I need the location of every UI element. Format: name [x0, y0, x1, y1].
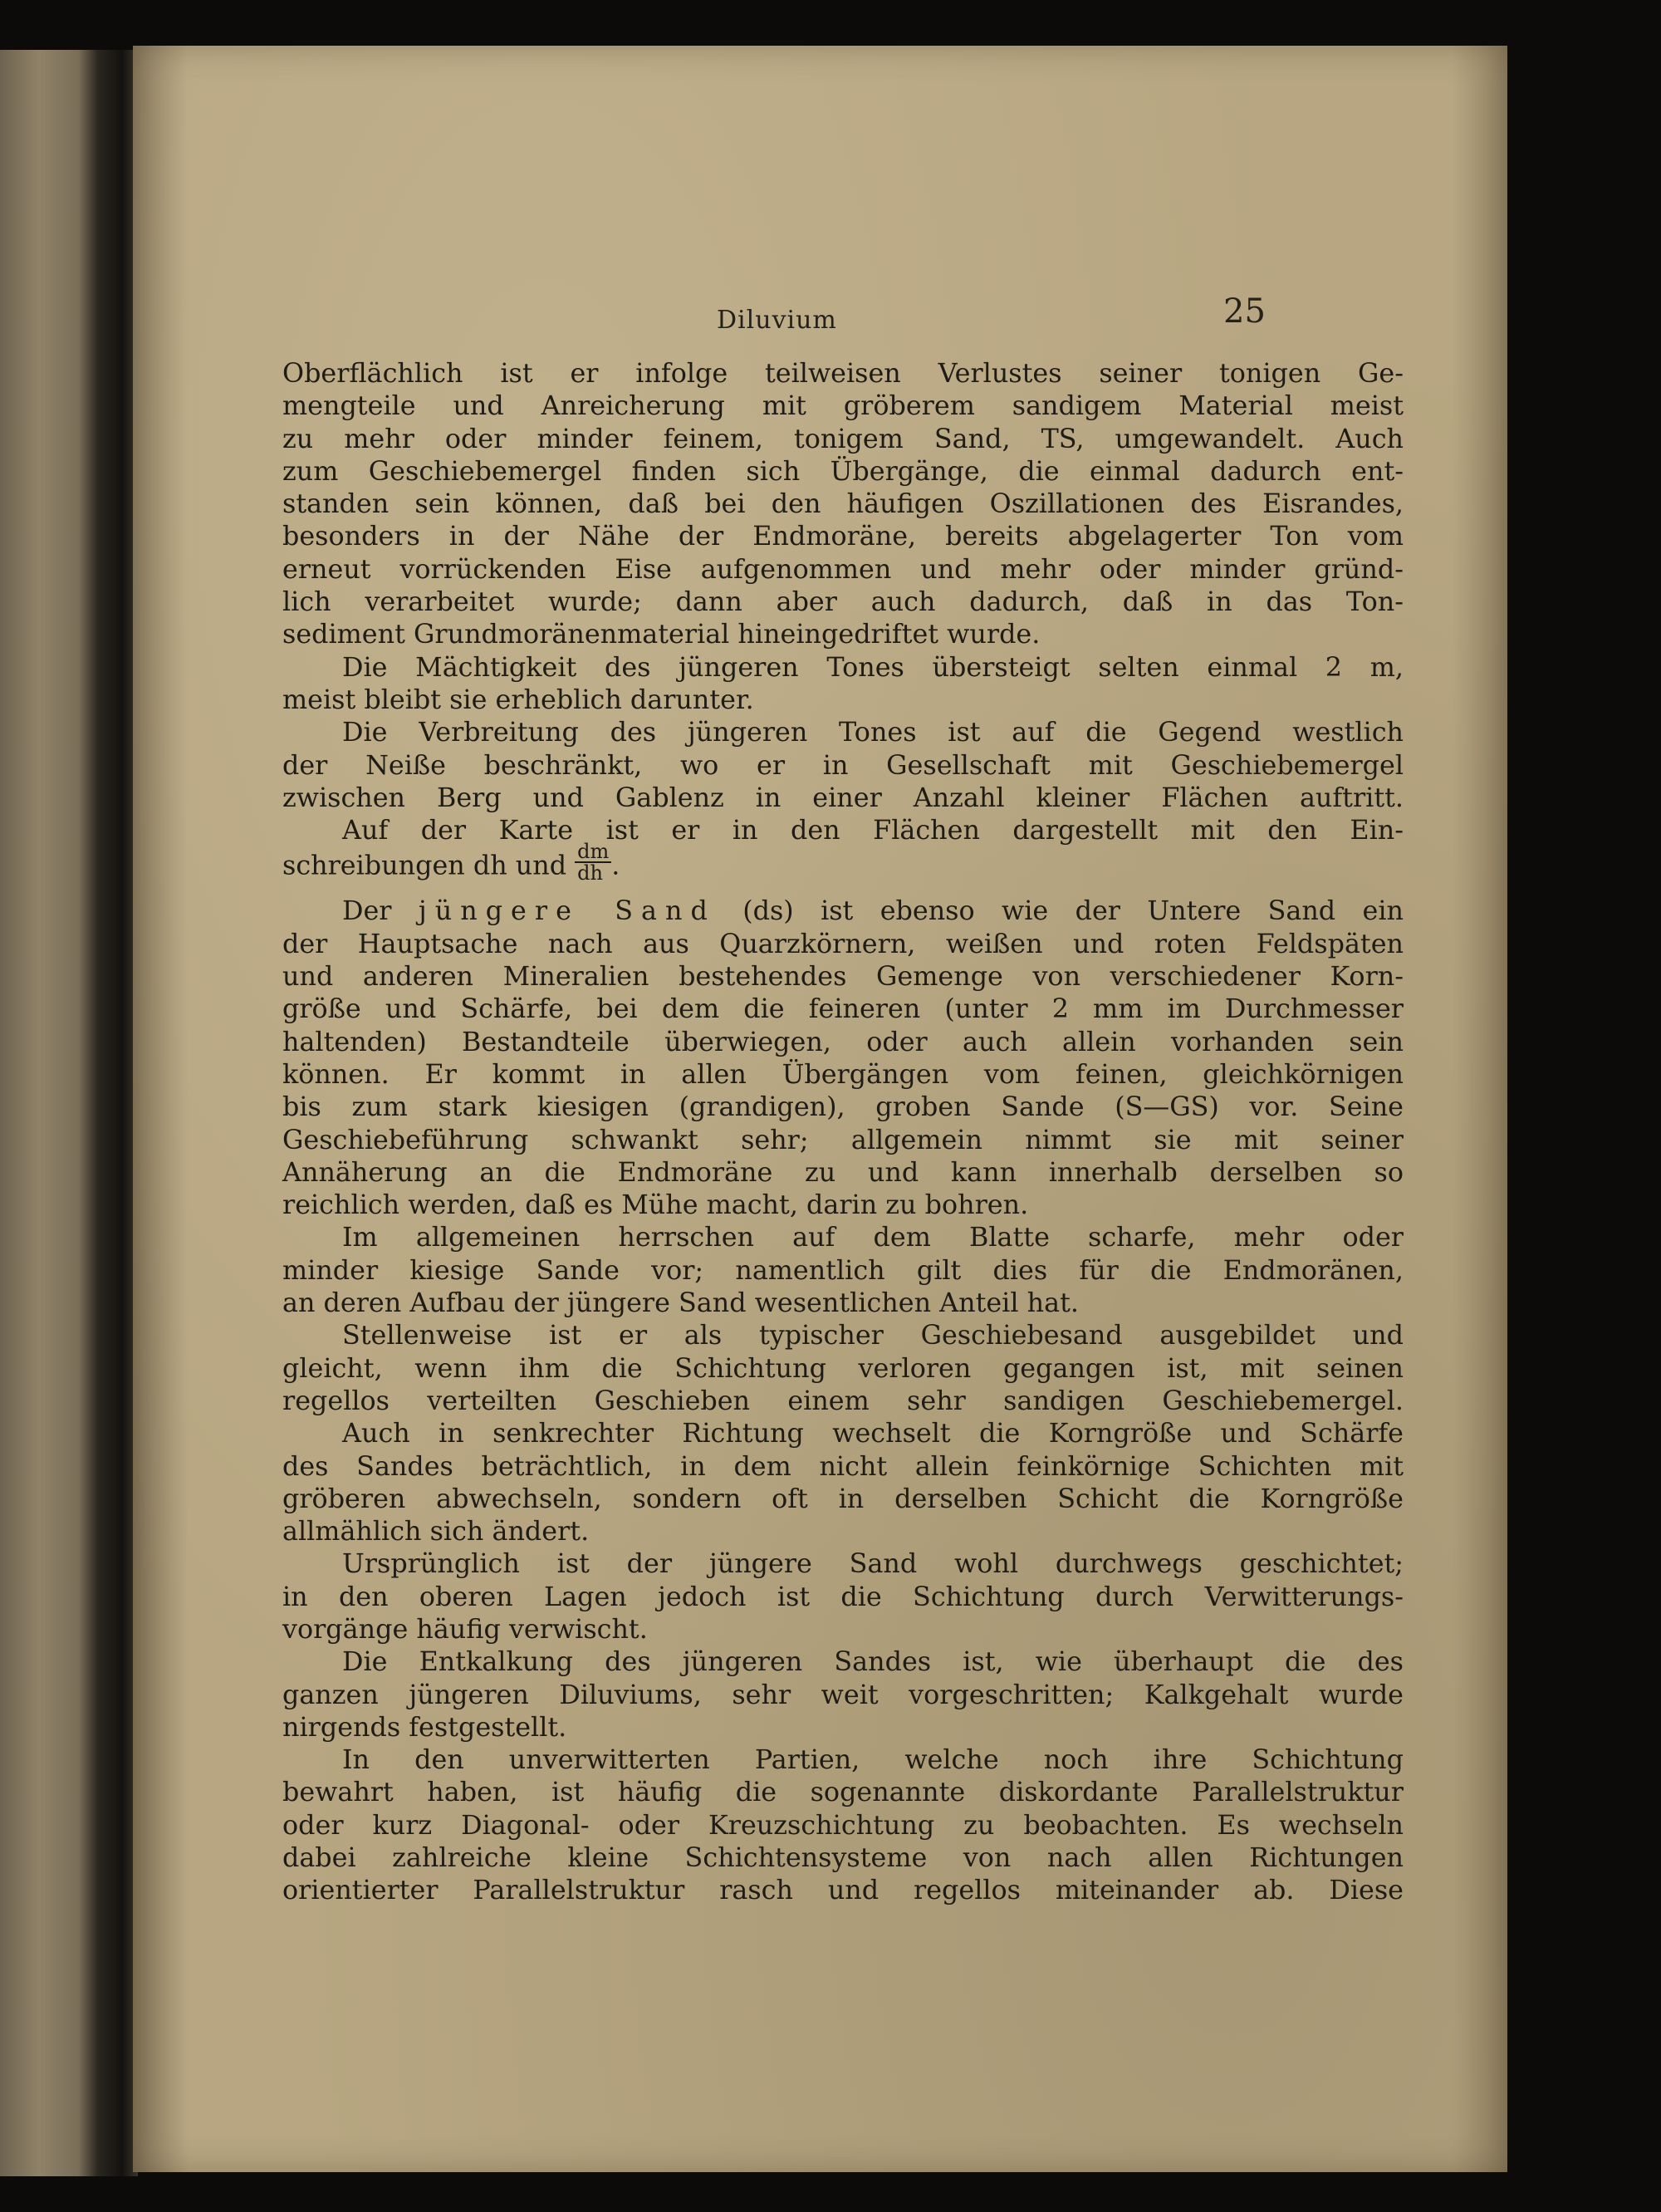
book-page	[133, 46, 1507, 2172]
text-line: Die Verbreitung des jüngeren Tones ist auf die Gegend westlich	[342, 717, 1404, 748]
text-line: der Hauptsache nach aus Quarzkörnern, weißen und roten Feldspäten	[282, 928, 1404, 959]
text-line: vorgänge häufig verwischt.	[282, 1613, 648, 1645]
text-line: Die Entkalkung des jüngeren Sandes ist, wie überhaupt die des	[342, 1646, 1404, 1678]
text-line: zu mehr oder minder feinem, tonigem Sand, TS, umgewandelt. Auch	[282, 423, 1404, 454]
text-line: allmählich sich ändert.	[282, 1516, 590, 1547]
text-line: standen sein können, daß bei den häufigen Oszillationen des Eisrandes,	[282, 488, 1404, 520]
text-line: sediment Grundmoränenmaterial hineingedriftet wurde.	[282, 619, 1041, 650]
text-line: der Neiße beschränkt, wo er in Gesellschaft mit Geschiebemergel	[282, 749, 1404, 781]
text-line: schreibungen dh und	[282, 850, 567, 881]
text-line: in den oberen Lagen jedoch ist die Schichtung durch Verwitterungs-	[282, 1581, 1404, 1612]
text-line: des Sandes beträchtlich, in dem nicht allein feinkörnige Schichten mit	[282, 1450, 1404, 1482]
text-line: zwischen Berg und Gablenz in einer Anzahl kleiner Flächen auftritt.	[282, 782, 1404, 813]
fraction-numerator: dm	[575, 841, 611, 863]
text-line: nirgends festgestellt.	[282, 1711, 567, 1743]
text-line: oder kurz Diagonal- oder Kreuzschichtung zu beobachten. Es wechseln	[282, 1809, 1404, 1841]
text-line: minder kiesige Sande vor; namentlich gilt dies für die Endmoränen,	[282, 1254, 1404, 1286]
text-line: an deren Aufbau der jüngere Sand wesentlichen Anteil hat.	[282, 1287, 1079, 1319]
fraction	[575, 841, 611, 883]
body-text	[282, 357, 1404, 1907]
text-line: Geschiebeführung schwankt sehr; allgemein nimmt sie mit seiner	[282, 1124, 1404, 1155]
text-line: haltenden) Bestandteile überwiegen, oder auch allein vorhanden sein	[282, 1026, 1404, 1057]
text-line: mengteile und Anreicherung mit gröberem sandigem Material meist	[282, 390, 1404, 422]
spaced-term: jüngere Sand	[418, 895, 716, 927]
text-line: ganzen jüngeren Diluviums, sehr weit vorgeschritten; Kalkgehalt wurde	[282, 1679, 1404, 1710]
facing-page-edge	[0, 50, 98, 2176]
page-number: 25	[1223, 292, 1266, 331]
text-line	[282, 895, 1404, 927]
fraction-denominator: dh	[577, 861, 603, 885]
text-line: orientierter Parallelstruktur rasch und regellos miteinander ab. Diese	[282, 1875, 1404, 1906]
text-line: zum Geschiebemergel finden sich Übergänge, die einmal dadurch ent-	[282, 455, 1404, 487]
text-line: und anderen Mineralien bestehendes Gemenge von verschiedener Korn-	[282, 961, 1404, 993]
text-line: Die Mächtigkeit des jüngeren Tones übersteigt selten einmal 2 m,	[342, 651, 1404, 683]
text-line: Auf der Karte ist er in den Flächen dargestellt mit den Ein-	[342, 815, 1404, 846]
text-line: In den unverwitterten Partien, welche noch ihre Schichtung	[342, 1744, 1404, 1776]
text-line: Ursprünglich ist der jüngere Sand wohl durchwegs geschichtet;	[342, 1548, 1404, 1580]
text-line: gröberen abwechseln, sondern oft in derselben Schicht die Korngröße	[282, 1483, 1404, 1514]
text-line: bewahrt haben, ist häufig die sogenannte diskordante Parallelstruktur	[282, 1777, 1404, 1808]
text-line: lich verarbeitet wurde; dann aber auch dadurch, daß in das Ton-	[282, 586, 1404, 618]
formula-line	[282, 840, 1404, 895]
text-line: Oberflächlich ist er infolge teilweisen Verlustes seiner tonigen Ge-	[282, 358, 1404, 389]
text-line: erneut vorrückenden Eise aufgenommen und mehr oder minder gründ-	[282, 553, 1404, 585]
text-fragment: Der	[342, 895, 392, 927]
text-line: Stellenweise ist er als typischer Geschiebesand ausgebildet und	[342, 1320, 1404, 1351]
running-head-title: Diluvium	[717, 306, 837, 335]
text-line: bis zum stark kiesigen (grandigen), groben Sande (S—GS) vor. Seine	[282, 1091, 1404, 1123]
text-line: reichlich werden, daß es Mühe macht, darin zu bohren.	[282, 1189, 1029, 1221]
text-line: Auch in senkrechter Richtung wechselt die Korngröße und Schärfe	[342, 1418, 1404, 1449]
text-line: dabei zahlreiche kleine Schichtensysteme von nach allen Richtungen	[282, 1842, 1404, 1874]
text-line: können. Er kommt in allen Übergängen vom feinen, gleichkörnigen	[282, 1058, 1404, 1090]
fraction-period: .	[611, 850, 620, 881]
text-line: regellos verteilten Geschieben einem sehr sandigen Geschiebemergel.	[282, 1385, 1404, 1416]
text-line: besonders in der Nähe der Endmoräne, bereits abgelagerter Ton vom	[282, 521, 1404, 552]
text-line: größe und Schärfe, bei dem die feineren (unter 2 mm im Durchmesser	[282, 993, 1404, 1025]
text-line: Im allgemeinen herrschen auf dem Blatte scharfe, mehr oder	[342, 1222, 1404, 1253]
text-line: gleicht, wenn ihm die Schichtung verloren gegangen ist, mit seinen	[282, 1352, 1404, 1384]
text-line: meist bleibt sie erheblich darunter.	[282, 684, 754, 715]
text-line: Annäherung an die Endmoräne zu und kann innerhalb derselben so	[282, 1156, 1404, 1188]
book-spine	[98, 50, 138, 2176]
text-fragment: (ds) ist ebenso wie der Untere Sand ein	[742, 895, 1404, 927]
